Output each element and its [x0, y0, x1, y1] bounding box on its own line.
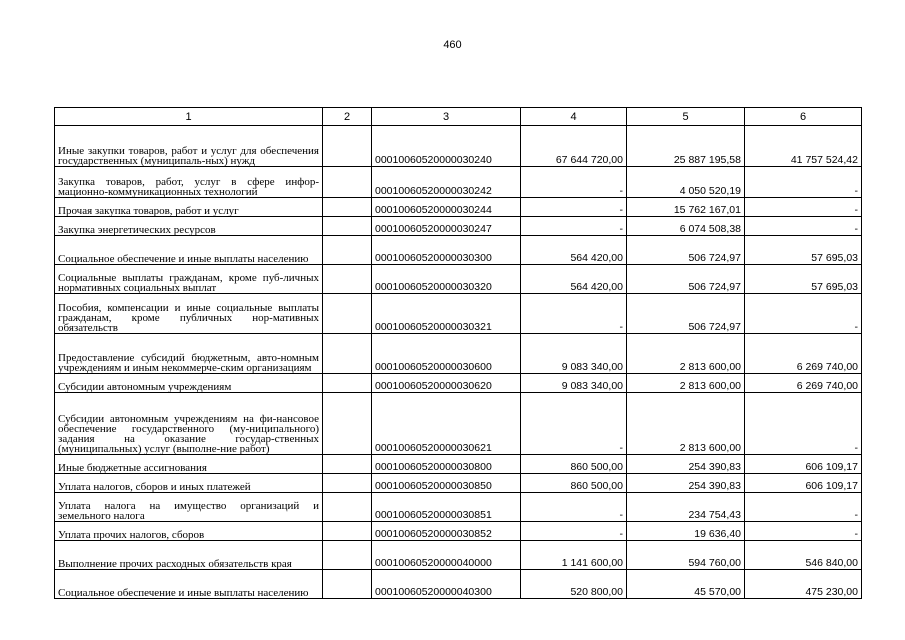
table-row [55, 493, 862, 522]
row-value5-cell: 4 050 520,19 [627, 167, 745, 198]
row-value6-cell: 41 757 524,42 [745, 126, 862, 167]
table-header-row [55, 108, 862, 126]
row-col2-cell [323, 570, 372, 599]
row-code-cell: 00010060520000030800 [372, 455, 521, 474]
row-name-cell: Уплата налога на имущество организаций и земельного налога [55, 493, 323, 522]
row-col2-cell [323, 217, 372, 236]
table-row [55, 522, 862, 541]
table-row [55, 236, 862, 265]
row-col2-cell [323, 334, 372, 374]
row-value4-cell: - [521, 198, 627, 217]
column-header: 1 [55, 108, 323, 126]
row-code-cell: 00010060520000030620 [372, 374, 521, 393]
row-value5-cell: 6 074 508,38 [627, 217, 745, 236]
row-value5-cell: 234 754,43 [627, 493, 745, 522]
column-header: 6 [745, 108, 862, 126]
table-row [55, 455, 862, 474]
row-value6-cell: 546 840,00 [745, 541, 862, 570]
row-name-cell: Иные закупки товаров, работ и услуг для обеспечения государственных (муниципаль-ных) нужд [55, 126, 323, 167]
column-header: 2 [323, 108, 372, 126]
row-name-cell: Социальные выплаты гражданам, кроме пуб-личных нормативных социальных выплат [55, 265, 323, 294]
row-name-cell: Пособия, компенсации и иные социальные выплаты гражданам, кроме публичных нор-мативных обязательств [55, 294, 323, 334]
page-number: 460 [443, 39, 462, 51]
row-value4-cell: 1 141 600,00 [521, 541, 627, 570]
row-value4-cell: - [521, 217, 627, 236]
row-name-cell: Закупка энергетических ресурсов [55, 217, 323, 236]
row-col2-cell [323, 198, 372, 217]
row-name-cell: Закупка товаров, работ, услуг в сфере инфор-мационно-коммуникационных технологий [55, 167, 323, 198]
row-value4-cell: - [521, 493, 627, 522]
column-header: 5 [627, 108, 745, 126]
row-value4-cell: - [521, 393, 627, 455]
row-value5-cell: 506 724,97 [627, 236, 745, 265]
column-header: 3 [372, 108, 521, 126]
row-code-cell: 00010060520000030851 [372, 493, 521, 522]
table-row [55, 374, 862, 393]
row-name-cell: Предоставление субсидий бюджетным, авто-номным учреждениям и иным некоммерче-ским организациям [55, 334, 323, 374]
row-value4-cell: 860 500,00 [521, 455, 627, 474]
row-value5-cell: 19 636,40 [627, 522, 745, 541]
row-value5-cell: 45 570,00 [627, 570, 745, 599]
table-row [55, 334, 862, 374]
row-col2-cell [323, 522, 372, 541]
table-row [55, 265, 862, 294]
row-code-cell: 00010060520000030321 [372, 294, 521, 334]
row-value5-cell: 594 760,00 [627, 541, 745, 570]
row-value6-cell: - [745, 493, 862, 522]
row-col2-cell [323, 294, 372, 334]
table-row [55, 474, 862, 493]
row-value4-cell: 9 083 340,00 [521, 334, 627, 374]
row-name-cell: Социальное обеспечение и иные выплаты населению [55, 236, 323, 265]
row-name-cell: Уплата налогов, сборов и иных платежей [55, 474, 323, 493]
row-col2-cell [323, 167, 372, 198]
row-name-cell: Субсидии автономным учреждениям [55, 374, 323, 393]
row-code-cell: 00010060520000030300 [372, 236, 521, 265]
row-name-cell: Субсидии автономным учреждениям на фи-нансовое обеспечение государственного (му-ниципального) задания на оказание государ-ственных (муниципальных) услуг (выполне-ние работ) [55, 393, 323, 455]
row-code-cell: 00010060520000030247 [372, 217, 521, 236]
row-col2-cell [323, 393, 372, 455]
row-value4-cell: - [521, 522, 627, 541]
table-body [55, 126, 862, 599]
row-value5-cell: 506 724,97 [627, 294, 745, 334]
row-code-cell: 00010060520000030240 [372, 126, 521, 167]
row-value4-cell: 67 644 720,00 [521, 126, 627, 167]
table-row [55, 393, 862, 455]
row-value4-cell: 564 420,00 [521, 265, 627, 294]
row-value6-cell: 606 109,17 [745, 455, 862, 474]
row-value6-cell: - [745, 294, 862, 334]
row-value4-cell: 9 083 340,00 [521, 374, 627, 393]
row-name-cell: Социальное обеспечение и иные выплаты населению [55, 570, 323, 599]
row-value6-cell: - [745, 522, 862, 541]
row-code-cell: 00010060520000030320 [372, 265, 521, 294]
row-code-cell: 00010060520000030600 [372, 334, 521, 374]
row-name-cell: Прочая закупка товаров, работ и услуг [55, 198, 323, 217]
row-code-cell: 00010060520000030244 [372, 198, 521, 217]
row-value6-cell: - [745, 393, 862, 455]
row-col2-cell [323, 236, 372, 265]
row-code-cell: 00010060520000030242 [372, 167, 521, 198]
row-value6-cell: 6 269 740,00 [745, 374, 862, 393]
row-value5-cell: 254 390,83 [627, 455, 745, 474]
row-name-cell: Уплата прочих налогов, сборов [55, 522, 323, 541]
row-name-cell: Иные бюджетные ассигнования [55, 455, 323, 474]
row-value4-cell: - [521, 167, 627, 198]
budget-table [54, 107, 862, 599]
row-col2-cell [323, 374, 372, 393]
table-row [55, 217, 862, 236]
table-row [55, 198, 862, 217]
table-row [55, 126, 862, 167]
row-code-cell: 00010060520000030850 [372, 474, 521, 493]
column-header: 4 [521, 108, 627, 126]
row-col2-cell [323, 126, 372, 167]
row-value4-cell: 860 500,00 [521, 474, 627, 493]
row-value4-cell: 520 800,00 [521, 570, 627, 599]
row-code-cell: 00010060520000040000 [372, 541, 521, 570]
row-col2-cell [323, 541, 372, 570]
row-value6-cell: 57 695,03 [745, 236, 862, 265]
row-value5-cell: 2 813 600,00 [627, 334, 745, 374]
row-value5-cell: 2 813 600,00 [627, 374, 745, 393]
row-code-cell: 00010060520000030621 [372, 393, 521, 455]
row-col2-cell [323, 455, 372, 474]
row-value5-cell: 25 887 195,58 [627, 126, 745, 167]
row-value4-cell: 564 420,00 [521, 236, 627, 265]
row-name-cell: Выполнение прочих расходных обязательств края [55, 541, 323, 570]
row-value5-cell: 254 390,83 [627, 474, 745, 493]
row-value6-cell: - [745, 167, 862, 198]
row-value4-cell: - [521, 294, 627, 334]
table-row [55, 541, 862, 570]
table-row [55, 167, 862, 198]
row-value6-cell: - [745, 198, 862, 217]
row-value5-cell: 15 762 167,01 [627, 198, 745, 217]
row-code-cell: 00010060520000030852 [372, 522, 521, 541]
row-value6-cell: 475 230,00 [745, 570, 862, 599]
row-col2-cell [323, 265, 372, 294]
row-col2-cell [323, 474, 372, 493]
row-value6-cell: 606 109,17 [745, 474, 862, 493]
table-row [55, 570, 862, 599]
row-code-cell: 00010060520000040300 [372, 570, 521, 599]
row-value6-cell: 57 695,03 [745, 265, 862, 294]
row-value5-cell: 2 813 600,00 [627, 393, 745, 455]
table-row [55, 294, 862, 334]
row-value6-cell: - [745, 217, 862, 236]
row-value5-cell: 506 724,97 [627, 265, 745, 294]
row-value6-cell: 6 269 740,00 [745, 334, 862, 374]
row-col2-cell [323, 493, 372, 522]
